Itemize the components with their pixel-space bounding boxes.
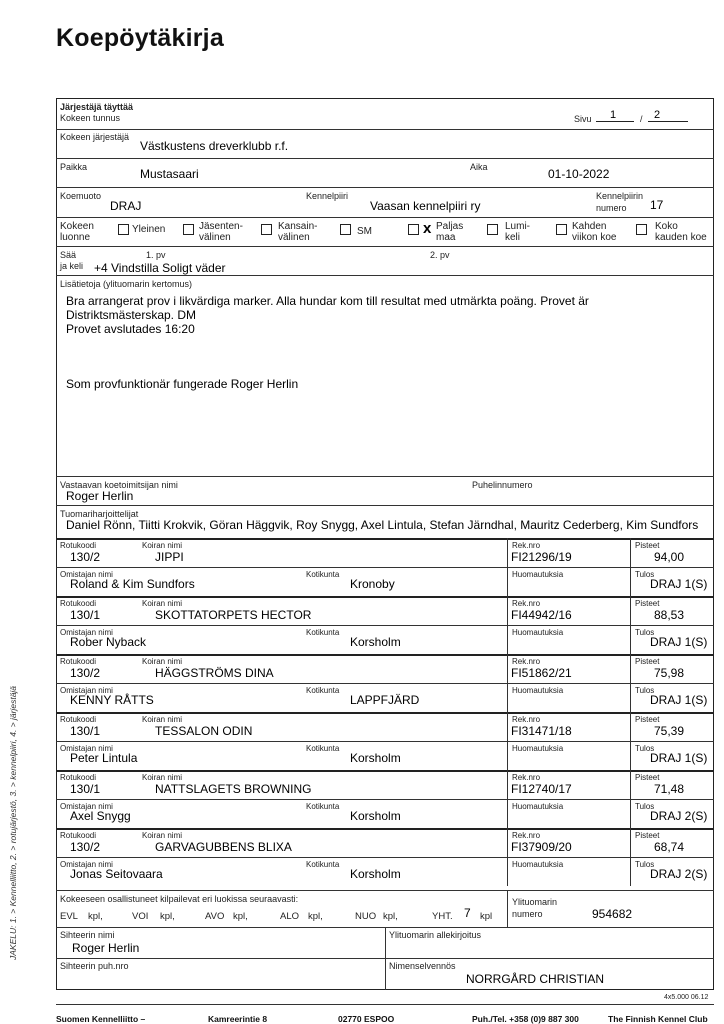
option-international-label-2: välinen <box>278 232 310 243</box>
divider <box>56 741 714 742</box>
trainees-value[interactable]: Daniel Rönn, Tiitti Krokvik, Göran Häggvik, Roy Snygg, Axel Lintula, Stefan Järndhal, Mauritz Cederberg, Kim Sundfors <box>66 518 699 532</box>
dog-name-value[interactable]: NATTSLAGETS BROWNING <box>155 782 312 796</box>
remarks-label: Huomautuksia <box>512 860 564 869</box>
dog-name-label: Koiran nimi <box>142 599 183 608</box>
class-nuo-label: NUO <box>355 911 377 922</box>
clarification-value[interactable]: NORRGÅRD CHRISTIAN <box>466 972 605 986</box>
footer-postal: 02770 ESPOO <box>338 1014 395 1024</box>
option-full-season-label-1: Koko <box>655 221 678 232</box>
hometown-value[interactable]: Korsholm <box>350 751 401 765</box>
points-label: Pisteet <box>635 831 660 840</box>
nature-label-1: Kokeen <box>60 221 94 232</box>
secretary-phone-label: Sihteerin puh.nro <box>60 961 129 971</box>
owner-label: Omistajan nimi <box>60 860 113 869</box>
class-yht-label: YHT. <box>432 911 453 922</box>
remarks-label: Huomautuksia <box>512 744 564 753</box>
option-members-label-1: Jäsenten- <box>199 221 243 232</box>
place-label: Paikka <box>60 162 88 172</box>
owner-value[interactable]: KENNY RÅTTS <box>70 693 154 707</box>
option-general-label: Yleinen <box>132 224 166 235</box>
divider <box>56 476 714 477</box>
page-total[interactable]: 2 <box>654 109 661 121</box>
remarks-label: Huomautuksia <box>512 686 564 695</box>
editor-label: Vastaavan koetoimitsijan nimi <box>60 480 178 490</box>
footer-street: Kamreerintie 8 <box>208 1014 268 1024</box>
breed-code-value[interactable]: 130/1 <box>70 782 101 796</box>
option-members-label-2: välinen <box>199 232 231 243</box>
option-snow-label-2: keli <box>505 232 521 243</box>
owner-value[interactable]: Rober Nyback <box>70 635 147 649</box>
reg-no-label: Rek.nro <box>512 773 541 782</box>
judge-number-label-2: numero <box>512 909 543 919</box>
hometown-value[interactable]: Korsholm <box>350 867 401 881</box>
checkbox-general[interactable] <box>118 224 129 235</box>
weather-day2-label: 2. pv <box>430 250 450 260</box>
class-unit-label: kpl, <box>233 911 248 922</box>
divider <box>56 857 714 858</box>
reg-no-label: Rek.nro <box>512 599 541 608</box>
checkbox-bare-ground[interactable] <box>408 224 419 235</box>
reg-no-label: Rek.nro <box>512 831 541 840</box>
weather-day1-label: 1. pv <box>146 250 166 260</box>
checkbox-international[interactable] <box>261 224 272 235</box>
footer-rule <box>56 1004 714 1005</box>
organizer-label: Kokeen järjestäjä <box>60 132 130 142</box>
hometown-label: Kotikunta <box>306 570 340 579</box>
dog-block-top-rule <box>56 654 714 656</box>
owner-label: Omistajan nimi <box>60 744 113 753</box>
secretary-label: Sihteerin nimi <box>60 930 115 940</box>
dog-block-top-rule <box>56 770 714 772</box>
hometown-label: Kotikunta <box>306 802 340 811</box>
owner-value[interactable]: Jonas Seitovaara <box>70 867 163 881</box>
points-value[interactable]: 71,48 <box>654 782 685 796</box>
result-value[interactable]: DRAJ 2(S) <box>650 867 708 881</box>
notes-line-2[interactable]: Distriktsmästerskap. DM <box>66 308 197 322</box>
hometown-value[interactable]: Korsholm <box>350 809 401 823</box>
dog-name-value[interactable]: SKOTTATORPETS HECTOR <box>155 608 312 622</box>
class-alo-label: ALO <box>280 911 300 922</box>
dog-name-label: Koiran nimi <box>142 541 183 550</box>
dog-name-value[interactable]: TESSALON ODIN <box>155 724 253 738</box>
points-value[interactable]: 75,98 <box>654 666 685 680</box>
points-label: Pisteet <box>635 715 660 724</box>
breed-code-value[interactable]: 130/2 <box>70 840 101 854</box>
participants-label: Kokeeseen osallistuneet kilpailevat eri luokissa seuraavasti: <box>60 894 299 904</box>
points-value[interactable]: 68,74 <box>654 840 685 854</box>
owner-value[interactable]: Peter Lintula <box>70 751 138 765</box>
divider <box>56 217 714 218</box>
class-avo-label: AVO <box>205 911 225 922</box>
notes-line-4[interactable]: Som provfunktionär fungerade Roger Herlin <box>66 377 299 391</box>
option-bare-ground-label-2: maa <box>436 232 456 243</box>
test-id-label: Kokeen tunnus <box>60 113 121 123</box>
points-value[interactable]: 88,53 <box>654 608 685 622</box>
test-type-label: Koemuoto <box>60 191 102 201</box>
points-value[interactable]: 75,39 <box>654 724 685 738</box>
hometown-label: Kotikunta <box>306 744 340 753</box>
test-type-value[interactable]: DRAJ <box>110 199 142 213</box>
weather-label-2: ja keli <box>60 261 84 271</box>
option-bare-ground-label-1: Paljas <box>436 221 464 232</box>
weather-value[interactable]: +4 Vindstilla Soligt väder <box>94 261 226 275</box>
result-label: Tulos <box>635 686 655 695</box>
breed-code-value[interactable]: 130/2 <box>70 666 101 680</box>
notes-line-1[interactable]: Bra arrangerat prov i likvärdiga marker. Alla hundar kom till resultat med utmärkta poäng. Provet är <box>66 294 589 308</box>
points-label: Pisteet <box>635 599 660 608</box>
divider <box>56 505 714 506</box>
judge-number-value[interactable]: 954682 <box>592 907 633 921</box>
breed-code-value[interactable]: 130/2 <box>70 550 101 564</box>
trainees-label: Tuomariharjoittelijat <box>60 509 139 519</box>
page-label: Sivu <box>574 114 592 124</box>
result-label: Tulos <box>635 570 655 579</box>
breed-code-value[interactable]: 130/1 <box>70 724 101 738</box>
result-value[interactable]: DRAJ 1(S) <box>650 577 708 591</box>
divider <box>56 958 714 959</box>
divider <box>56 683 714 684</box>
organizer-value[interactable]: Västkustens dreverklubb r.f. <box>140 139 289 153</box>
clarification-label: Nimenselvennös <box>389 961 456 971</box>
class-count-value[interactable]: 7 <box>464 906 471 920</box>
divider <box>56 129 714 130</box>
dog-name-label: Koiran nimi <box>142 657 183 666</box>
option-two-week-label-2: viikon koe <box>572 232 617 243</box>
notes-label: Lisätietoja (ylituomarin kertomus) <box>60 279 193 289</box>
remarks-label: Huomautuksia <box>512 570 564 579</box>
reg-no-value[interactable]: FI31471/18 <box>511 724 572 738</box>
hometown-value[interactable]: Kronoby <box>350 577 395 591</box>
dog-name-value[interactable]: JIPPI <box>155 550 184 564</box>
footer-club: The Finnish Kennel Club <box>608 1014 708 1024</box>
page-current[interactable]: 1 <box>610 109 617 121</box>
option-sm-label: SM <box>357 226 372 237</box>
page-separator: / <box>640 114 643 124</box>
organizer-fills-label: Järjestäjä täyttää <box>60 102 134 112</box>
dog-block-top-rule <box>56 596 714 598</box>
page-current-underline <box>596 121 634 122</box>
reg-no-label: Rek.nro <box>512 657 541 666</box>
result-value[interactable]: DRAJ 1(S) <box>650 693 708 707</box>
dog-name-label: Koiran nimi <box>142 715 183 724</box>
class-unit-label: kpl, <box>383 911 398 922</box>
remarks-label: Huomautuksia <box>512 628 564 637</box>
result-label: Tulos <box>635 628 655 637</box>
reg-no-value[interactable]: FI37909/20 <box>511 840 572 854</box>
editor-value[interactable]: Roger Herlin <box>66 489 134 503</box>
dog-block-top-rule <box>56 538 714 540</box>
dog-name-label: Koiran nimi <box>142 831 183 840</box>
owner-label: Omistajan nimi <box>60 686 113 695</box>
remarks-label: Huomautuksia <box>512 802 564 811</box>
footer-phone: Puh./Tel. +358 (0)9 887 300 <box>472 1014 579 1024</box>
page-title: Koepöytäkirja <box>56 24 224 52</box>
district-number-label-1: Kennelpiirin <box>596 191 644 201</box>
distribution-note: JAKELU: 1. > Kennelliitto, 2. > rotujärjestö, 3. > kennelpiiri, 4. > järjestäjä <box>8 685 18 960</box>
divider <box>56 187 714 188</box>
judge-number-label-1: Ylituomarin <box>512 897 558 907</box>
result-value[interactable]: DRAJ 1(S) <box>650 751 708 765</box>
breed-code-label: Rotukoodi <box>60 541 97 550</box>
class-voi-label: VOI <box>132 911 149 922</box>
owner-value[interactable]: Axel Snygg <box>70 809 131 823</box>
divider <box>56 625 714 626</box>
dog-block-top-rule <box>56 712 714 714</box>
page-total-underline <box>648 121 688 122</box>
owner-label: Omistajan nimi <box>60 570 113 579</box>
breed-code-label: Rotukoodi <box>60 657 97 666</box>
class-unit-label: kpl, <box>160 911 175 922</box>
hometown-label: Kotikunta <box>306 860 340 869</box>
breed-code-label: Rotukoodi <box>60 715 97 724</box>
class-evl-label: EVL <box>60 911 78 922</box>
hometown-value[interactable]: Korsholm <box>350 635 401 649</box>
reg-no-value[interactable]: FI51862/21 <box>511 666 572 680</box>
reg-no-label: Rek.nro <box>512 715 541 724</box>
checkbox-members[interactable] <box>183 224 194 235</box>
divider <box>56 890 714 891</box>
place-value[interactable]: Mustasaari <box>140 167 199 181</box>
district-number-label-2: numero <box>596 203 627 213</box>
divider <box>507 890 508 927</box>
dog-name-value[interactable]: GARVAGUBBENS BLIXA <box>155 840 292 854</box>
time-label: Aika <box>470 162 488 172</box>
divider <box>56 799 714 800</box>
owner-value[interactable]: Roland & Kim Sundfors <box>70 577 195 591</box>
reg-no-value[interactable]: FI21296/19 <box>511 550 572 564</box>
points-label: Pisteet <box>635 657 660 666</box>
checkbox-two-week[interactable] <box>556 224 567 235</box>
form-code: 4x5.000 06.12 <box>664 994 709 1001</box>
dog-name-label: Koiran nimi <box>142 773 183 782</box>
reg-no-value[interactable]: FI12740/17 <box>511 782 572 796</box>
result-label: Tulos <box>635 860 655 869</box>
weather-label-1: Sää <box>60 250 77 260</box>
points-label: Pisteet <box>635 541 660 550</box>
signature-label: Ylituomarin allekirjoitus <box>389 930 482 940</box>
owner-label: Omistajan nimi <box>60 802 113 811</box>
option-full-season-label-2: kauden koe <box>655 232 707 243</box>
divider <box>56 567 714 568</box>
phone-label: Puhelinnumero <box>472 480 533 490</box>
reg-no-label: Rek.nro <box>512 541 541 550</box>
option-international-label-1: Kansain- <box>278 221 318 232</box>
checkbox-bare-ground-mark: x <box>423 220 432 237</box>
nature-label-2: luonne <box>60 232 91 243</box>
breed-code-label: Rotukoodi <box>60 773 97 782</box>
result-label: Tulos <box>635 802 655 811</box>
checkbox-full-season[interactable] <box>636 224 647 235</box>
option-snow-label-1: Lumi- <box>505 221 531 232</box>
divider <box>56 158 714 159</box>
district-value[interactable]: Vaasan kennelpiiri ry <box>370 199 481 213</box>
result-label: Tulos <box>635 744 655 753</box>
option-two-week-label-1: Kahden <box>572 221 607 232</box>
breed-code-value[interactable]: 130/1 <box>70 608 101 622</box>
district-number-value[interactable]: 17 <box>650 198 664 212</box>
hometown-label: Kotikunta <box>306 686 340 695</box>
divider <box>56 246 714 247</box>
result-value[interactable]: DRAJ 1(S) <box>650 635 708 649</box>
class-unit-label: kpl <box>480 911 493 922</box>
breed-code-label: Rotukoodi <box>60 831 97 840</box>
notes-line-3[interactable]: Provet avslutades 16:20 <box>66 322 195 336</box>
result-value[interactable]: DRAJ 2(S) <box>650 809 708 823</box>
divider <box>56 275 714 276</box>
breed-code-label: Rotukoodi <box>60 599 97 608</box>
secretary-value[interactable]: Roger Herlin <box>72 941 140 955</box>
district-label: Kennelpiiri <box>306 191 349 201</box>
reg-no-value[interactable]: FI44942/16 <box>511 608 572 622</box>
hometown-value[interactable]: LAPPFJÄRD <box>350 693 420 707</box>
dog-block-top-rule <box>56 828 714 830</box>
points-label: Pisteet <box>635 773 660 782</box>
class-unit-label: kpl, <box>88 911 103 922</box>
footer-org: Suomen Kennelliitto – <box>56 1014 146 1024</box>
dog-name-value[interactable]: HÄGGSTRÖMS DINA <box>155 666 274 680</box>
hometown-label: Kotikunta <box>306 628 340 637</box>
time-value[interactable]: 01-10-2022 <box>548 167 610 181</box>
points-value[interactable]: 94,00 <box>654 550 685 564</box>
class-unit-label: kpl, <box>308 911 323 922</box>
checkbox-sm[interactable] <box>340 224 351 235</box>
checkbox-snow[interactable] <box>487 224 498 235</box>
owner-label: Omistajan nimi <box>60 628 113 637</box>
